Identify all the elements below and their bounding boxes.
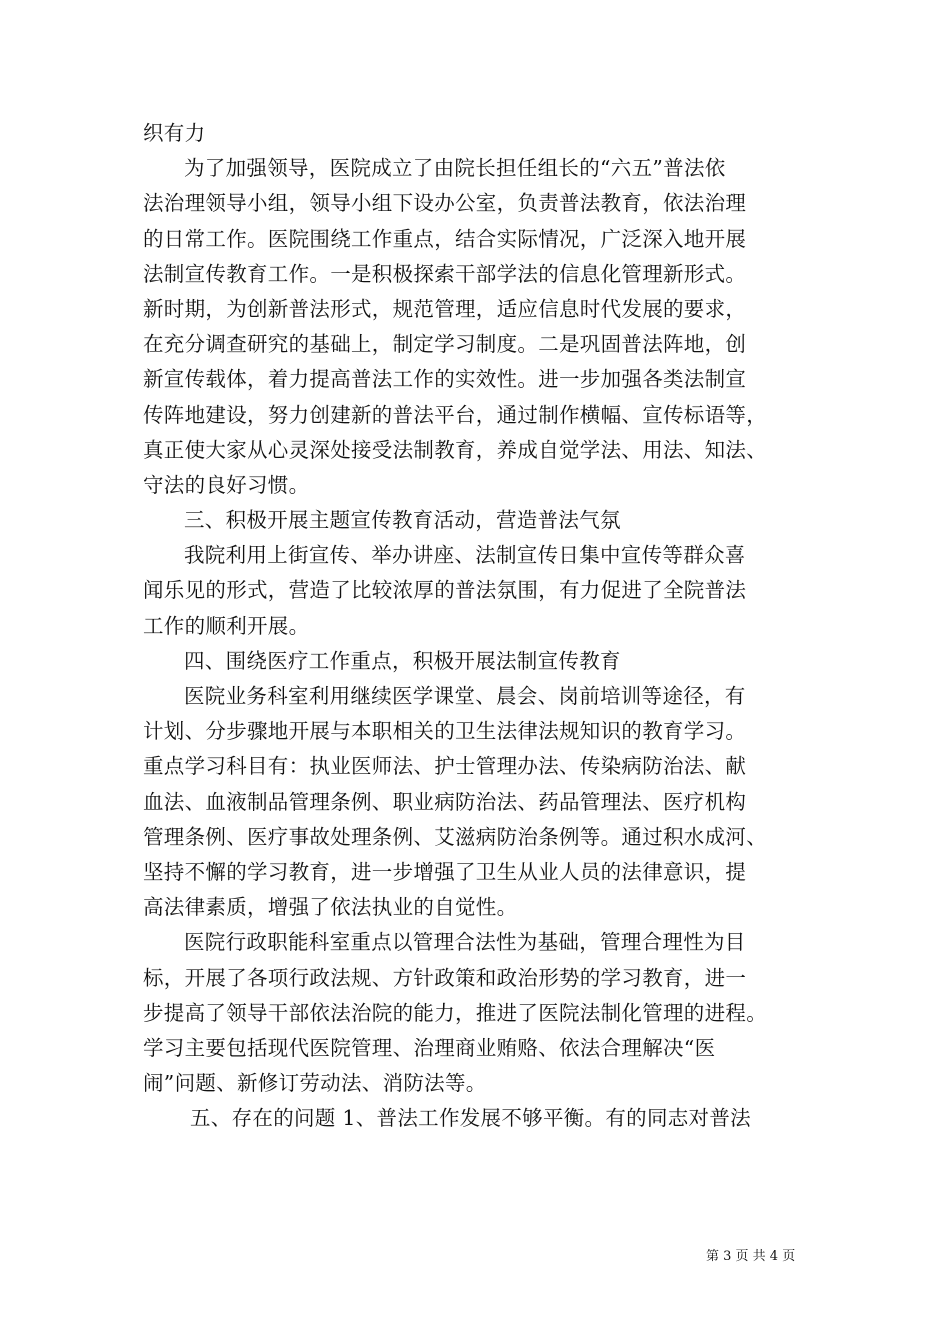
- text-line: 闻乐见的形式，营造了比较浓厚的普法氛围，有力促进了全院普法: [143, 578, 747, 603]
- text-line: 守法的良好习惯。: [143, 472, 310, 497]
- paragraph-start-line: 为了加强领导，医院成立了由院长担任组长的“六五”普法依: [184, 156, 726, 181]
- text-line: 管理条例、医疗事故处理条例、艾滋病防治条例等。通过积水成河、: [143, 824, 767, 849]
- text-line: 闹”问题、新修订劳动法、消防法等。: [143, 1071, 487, 1096]
- text-line: 传阵地建设，努力创建新的普法平台，通过制作横幅、宣传标语等，: [143, 402, 767, 427]
- text-line: 标，开展了各项行政法规、方针政策和政治形势的学习教育，进一: [143, 965, 747, 990]
- paragraph-start-line: 医院业务科室利用继续医学课堂、晨会、岗前培训等途径，有: [184, 684, 746, 708]
- text-line: 新宣传载体，着力提高普法工作的实效性。进一步加强各类法制宣: [143, 367, 747, 392]
- text-line: 步提高了领导干部依法治院的能力，推进了医院法制化管理的进程。: [143, 1000, 767, 1025]
- section-heading: 四、围绕医疗工作重点，积极开展法制宣传教育: [184, 648, 621, 673]
- text-line: 工作的顺利开展。: [143, 613, 310, 638]
- text-line: 高法律素质，增强了依法执业的自觉性。: [143, 895, 518, 920]
- text-line: 在充分调查研究的基础上，制定学习制度。二是巩固普法阵地，创: [143, 332, 747, 357]
- text-line: 法治理领导小组，领导小组下设办公室，负责普法教育，依法治理: [143, 191, 747, 216]
- section-heading: 五、存在的问题 1、普法工作发展不够平衡。有的同志对普法: [190, 1106, 751, 1131]
- text-line: 新时期，为创新普法形式，规范管理，适应信息时代发展的要求，: [143, 296, 747, 321]
- page-number-footer: 第 3 页 共 4 页: [706, 1249, 796, 1264]
- paragraph-start-line: 我院利用上街宣传、举办讲座、法制宣传日集中宣传等群众喜: [184, 543, 746, 568]
- text-line: 学习主要包括现代医院管理、治理商业贿赂、依法合理解决“医: [143, 1035, 716, 1060]
- text-line: 血法、血液制品管理条例、职业病防治法、药品管理法、医疗机构: [143, 789, 747, 814]
- paragraph-start-line: 医院行政职能科室重点以管理合法性为基础，管理合理性为目: [184, 930, 746, 955]
- section-heading: 三、积极开展主题宣传教育活动，营造普法气氛: [184, 508, 621, 533]
- text-line: 重点学习科目有：执业医师法、护士管理办法、传染病防治法、献: [143, 754, 747, 779]
- text-line: 法制宣传教育工作。一是积极探索干部学法的信息化管理新形式。: [143, 261, 747, 286]
- text-line: 真正使大家从心灵深处接受法制教育，养成自觉学法、用法、知法、: [143, 437, 767, 462]
- document-body: [143, 116, 823, 1136]
- text-line: 计划、分步骤地开展与本职相关的卫生法律法规知识的教育学习。: [143, 719, 747, 744]
- text-line: 的日常工作。医院围绕工作重点，结合实际情况，广泛深入地开展: [143, 226, 747, 251]
- text-line: 坚持不懈的学习教育，进一步增强了卫生从业人员的法律意识，提: [143, 859, 747, 884]
- text-line: 织有力: [143, 121, 206, 145]
